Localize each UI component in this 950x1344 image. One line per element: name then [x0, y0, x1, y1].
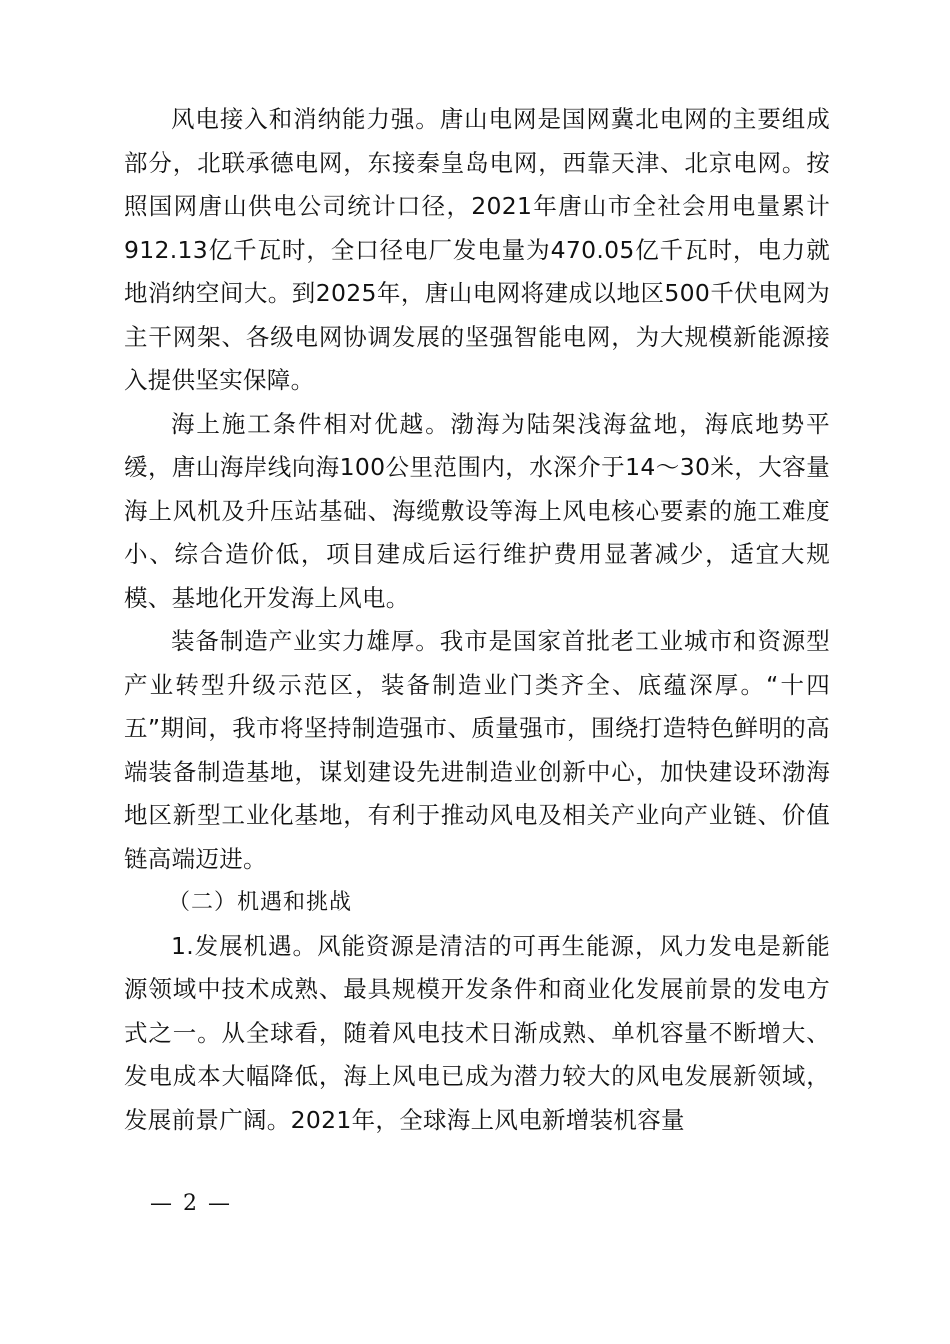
section-heading: （二）机遇和挑战	[168, 890, 353, 915]
page-number: — 2 —	[150, 1191, 232, 1216]
paragraph-grid-capacity: 风电接入和消纳能力强。唐山电网是国网冀北电网的主要组成部分，北联承德电网，东接秦皇岛电网，西靠天津、北京电网。按照国网唐山供电公司统计口径，2021年唐山市全社会用电量累计912.13亿千瓦时，全口径电厂发电量为470.05亿千瓦时，电力就地消纳空间大。到2025年，唐山电网将建成以地区500千伏电网为主干网架、各级电网协调发展的坚强智能电网，为大规模新能源接入提供坚实保障。	[124, 105, 830, 394]
paragraph-offshore-construction: 海上施工条件相对优越。渤海为陆架浅海盆地，海底地势平缓，唐山海岸线向海100公里范围内，水深介于14～30米，大容量海上风机及升压站基础、海缆敷设等海上风电核心要素的施工难度小、综合造价低，项目建成后运行维护费用显著减少，适宜大规模、基地化开发海上风电。	[124, 409, 830, 612]
document-body	[124, 98, 830, 1142]
paragraph-equipment-manufacturing: 装备制造产业实力雄厚。我市是国家首批老工业城市和资源型产业转型升级示范区，装备制造业门类齐全、底蕴深厚。“十四五”期间，我市将坚持制造强市、质量强市，围绕打造特色鲜明的高端装备制造基地，谋划建设先进制造业创新中心，加快建设环渤海地区新型工业化基地，有利于推动风电及相关产业向产业链、价值链高端迈进。	[124, 627, 830, 873]
paragraph-development-opportunity: 1.发展机遇。风能资源是清洁的可再生能源，风力发电是新能源领域中技术成熟、最具规模开发条件和商业化发展前景的发电方式之一。从全球看，随着风电技术日渐成熟、单机容量不断增大、发电成本大幅降低，海上风电已成为潜力较大的风电发展新领域，发展前景广阔。2021年，全球海上风电新增装机容量	[124, 931, 830, 1134]
